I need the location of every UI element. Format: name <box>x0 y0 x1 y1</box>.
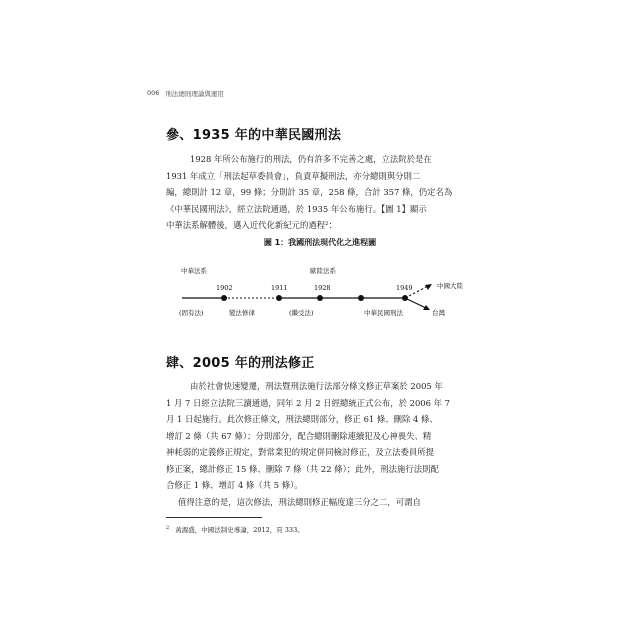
paragraph-line: 修正案，總計修正 15 條、刪除 7 條（共 22 條）；此外，刑法施行法則配 <box>166 463 439 474</box>
label-inherent-law: (固有法) <box>179 309 204 317</box>
year-1928: 1928 <box>314 284 331 292</box>
paragraph-line: 1 月 7 日經立法院三讀通過，同年 2 月 2 日經總統正式公布，於 2006 年 7 <box>166 397 450 408</box>
node-1935 <box>358 295 364 301</box>
label-mainland: 中國大陸 <box>437 282 463 290</box>
section-title-2005: 肆、2005 年的刑法修正 <box>166 356 315 371</box>
label-roc-criminal-code: 中華民國刑法 <box>364 309 403 317</box>
paragraph-line: 1931 年成立「刑法起草委員會」，負責草擬刑法，亦分總則與分則二 <box>166 170 421 181</box>
figure-title: 圖 1：我國刑法現代化之進程圖 <box>263 238 377 247</box>
paragraph-line: 月 1 日起施行。此次修正條文，刑法總則部分，修正 61 條、刪除 4 條、 <box>166 414 438 424</box>
year-1902: 1902 <box>216 284 233 292</box>
node-1902 <box>221 295 227 301</box>
year-1911: 1911 <box>271 284 288 292</box>
node-1911 <box>276 295 282 301</box>
running-title: 刑法總則理論與運用 <box>165 90 224 98</box>
node-1928 <box>317 295 323 301</box>
section-title-1935: 參、1935 年的中華民國刑法 <box>166 128 342 143</box>
paragraph-line: 中華法系解體後，邁入近代化新紀元的過程²： <box>166 220 337 230</box>
node-1949 <box>402 295 408 301</box>
label-chinese-law-family: 中華法系 <box>181 267 207 275</box>
page-number: 006 <box>147 89 160 97</box>
paragraph-line: 《中華民國刑法》，經立法院通過，於 1935 年公布施行。【圖 1】顯示 <box>166 203 427 214</box>
paragraph-line: 值得注意的是，這次修法，刑法總則修正幅度達三分之二，可謂自 <box>178 496 421 507</box>
branch-taiwan-line <box>405 298 426 308</box>
label-legal-reform: 變法修律 <box>229 309 255 317</box>
paragraph-line: 增訂 2 條（共 67 條）；分則部分，配合總則刪除連續犯及心神喪失、精 <box>166 430 432 441</box>
section-2005-paragraph <box>166 378 474 510</box>
paragraph-line: 編，總則計 12 章，99 條；分則計 35 章，258 條，合計 357 條，仍定名為 <box>166 187 453 197</box>
paragraph-line: 1928 年所公布施行的刑法，仍有許多不完善之處，立法院於是在 <box>190 154 432 164</box>
paragraph-line: 由於社會快速變遷，刑法暨刑法施行法部分條文修正草案於 2005 年 <box>190 381 443 391</box>
footnote <box>166 525 304 534</box>
paragraph-line: 合修正 1 條、增訂 4 條（共 5 條）。 <box>166 480 303 490</box>
footnote-text: 黃源盛，中國法制史導論，2012，頁 333。 <box>175 526 304 535</box>
year-1949: 1949 <box>396 284 413 292</box>
label-inherited-law: (繼受法) <box>289 309 314 317</box>
label-taiwan: 台灣 <box>432 309 445 317</box>
footnote-marker: 2 <box>166 525 170 531</box>
label-continental-law-family: 歐陸法系 <box>310 267 336 275</box>
footnote-divider <box>166 517 262 518</box>
paragraph-line: 神耗弱的定義修正規定，對常業犯的規定併同檢討修正，及立法委員所提 <box>166 447 434 457</box>
